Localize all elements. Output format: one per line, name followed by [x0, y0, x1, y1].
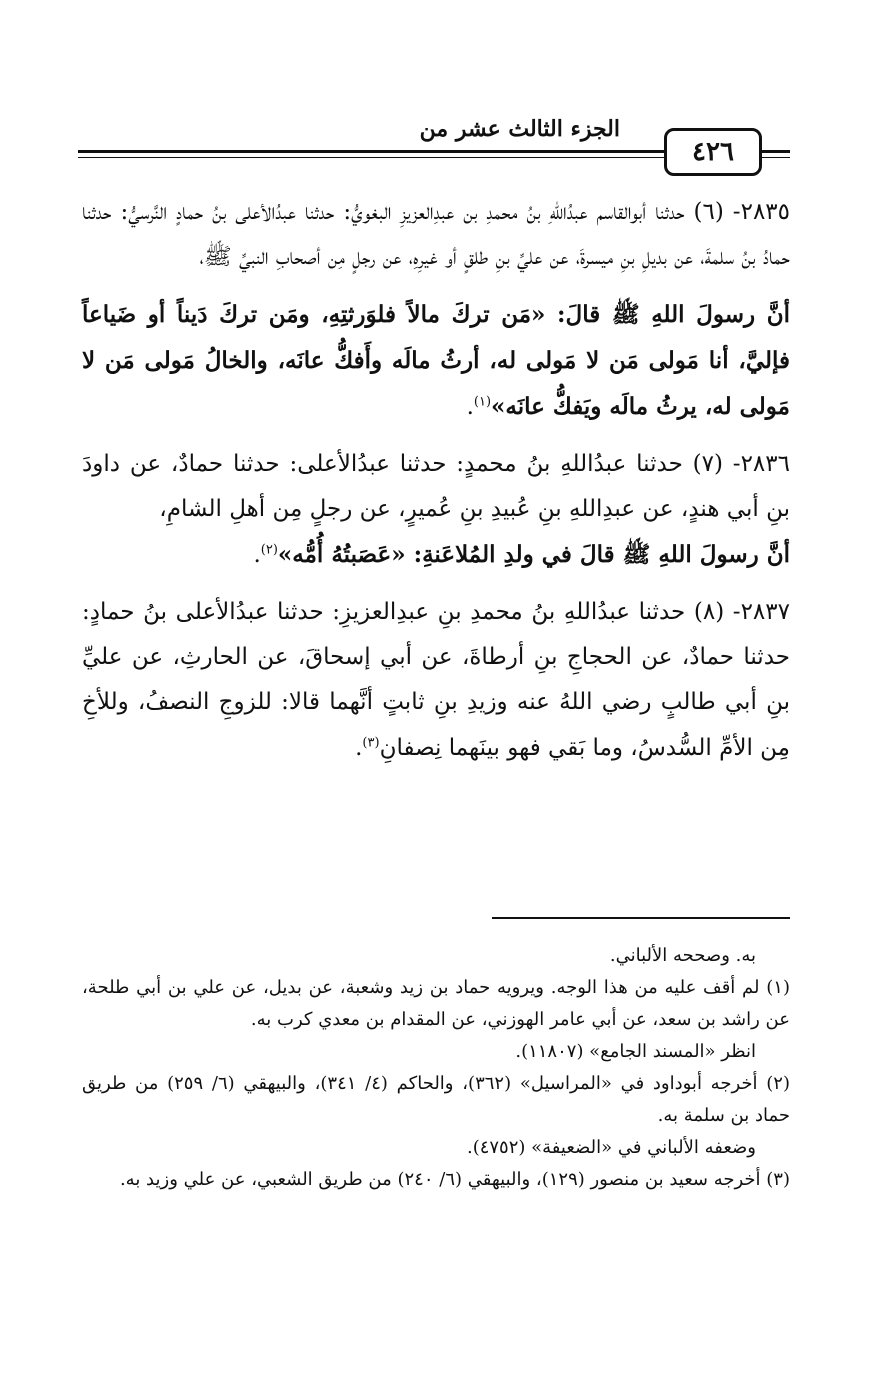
hadith-2837: ٢٨٣٧- (٨) حدثنا عبدُاللهِ بنُ محمدِ بنِ عبدِالعزيزِ: حدثنا عبدُالأعلى بنُ حمادٍ: حدثنا حمادٌ، عن الحجاجِ بنِ أرطاةَ، عن أبي إسحاقَ، عن الحارثِ، عن عليِّ بنِ أبي طالبٍ رضي اللهُ عنه وزيدِ بنِ ثابتٍ أنَّهما قالا: للزوجِ النصفُ، وللأخِ مِن الأمِّ السُّدسُ، وما بَقي فهو بينَهما نِصفانِ$^{(٣)}$. [82, 599, 790, 761]
hadith-2836-text: أنَّ رسولَ اللهِ ﷺ قالَ في ولدِ المُلاعَنةِ: «عَصَبتُهُ أُمُّه»$^{(٢)}$. [253, 541, 790, 568]
footnotes [82, 940, 790, 1196]
footnote-3: (٣) أخرجه سعيد بن منصور (١٢٩)، والبيهقي (٦/ ٢٤٠) من طريق الشعبي، عن علي وزيد به. [119, 1169, 790, 1190]
footnote-carry-over: به. وصححه الألباني. [609, 945, 756, 966]
footnote-1: (١) لم أقف عليه من هذا الوجه. ويرويه حماد بن زيد وشعبة، عن بديل، عن علي بن أبي طلحة، عن راشد بن سعد، عن أبي عامر الهوزني، عن المقدام بن معدي كرب به. [82, 977, 790, 1030]
footnote-ref-3: (٣) [362, 735, 380, 751]
running-title: الجزء الثالث عشر من [419, 116, 620, 142]
footnote-2: (٢) أخرجه أبوداود في «المراسيل» (٣٦٢)، والحاكم (٤/ ٣٤١)، والبيهقي (٦/ ٢٥٩) من طريق حماد بن سلمة به. [82, 1073, 790, 1126]
header-rule-extension [762, 150, 790, 158]
footnote-ref-1: (١) [473, 394, 492, 410]
page-header [78, 108, 790, 178]
footnote-2-continuation: وضعفه الألباني في «الضعيفة» (٤٧٥٢). [466, 1137, 756, 1158]
footnote-1-continuation: انظر «المسند الجامع» (١١٨٠٧). [515, 1041, 756, 1062]
hadith-2835-chain: ٢٨٣٥- (٦) حدثنا أبوالقاسم عبدُاللهِ بنُ محمدِ بن عبدِالعزيزِ البغويُّ: حدثنا عبدُالأعلى بنُ حمادٍ النَّرسيُّ: حدثنا حمادُ بنُ سلمةَ، عن بديلِ بنِ ميسرةَ، عن عليِّ بنِ طلقٍ أو غيرِهِ، عن رجلٍ مِن أصحابِ النبيِّ ﷺ، [82, 199, 791, 270]
page-number: ٤٢٦ [664, 128, 762, 176]
hadith-2836-chain: ٢٨٣٦- (٧) حدثنا عبدُاللهِ بنُ محمدٍ: حدثنا عبدُالأعلى: حدثنا حمادٌ، عن داودَ بنِ أبي هندٍ، عن عبدِاللهِ بنِ عُبيدِ بنِ عُميرٍ، عن رجلٍ مِن أهلِ الشامِ، [82, 451, 790, 522]
hadith-2835-text: أنَّ رسولَ اللهِ ﷺ قالَ: «مَن تركَ مالاً فلوَرثتِهِ، ومَن تركَ دَيناً أو ضَياعاً فإليَّ، أنا مَولى مَن لا مَولى له، أرثُ مالَه وأَفكُّ عانَه، والخالُ مَولى مَن لا مَولى له، يرثُ مالَه ويَفكُّ عانَه»$^{(١)}$. [82, 301, 790, 420]
footnote-separator [492, 917, 790, 919]
main-text [82, 190, 790, 771]
footnote-ref-2: (٢) [260, 542, 278, 558]
